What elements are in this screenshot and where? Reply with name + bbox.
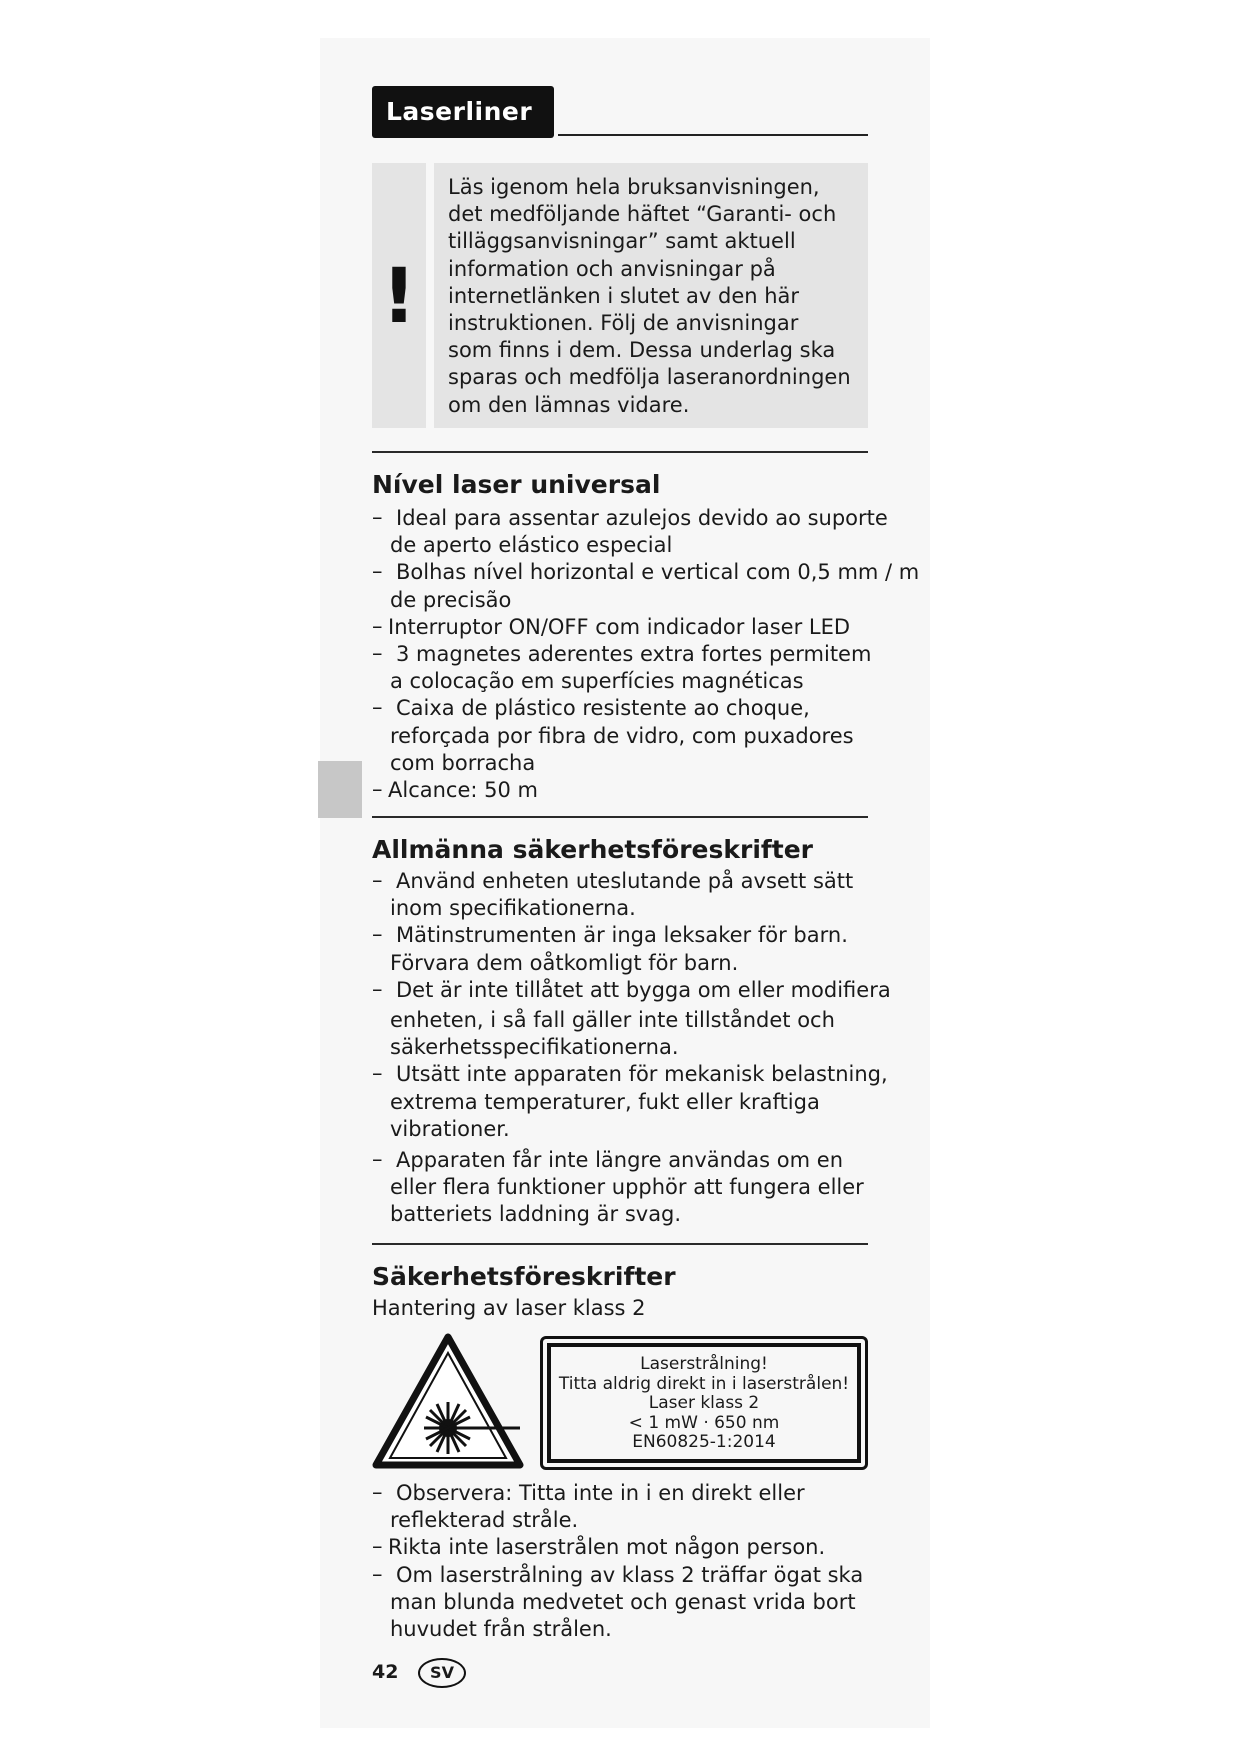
notice-line: om den lämnas vidare. (448, 392, 690, 417)
safety-list (372, 868, 902, 1229)
notice-text-box (434, 163, 868, 428)
list-item: – Caixa de plástico resistente ao choque, reforçada por fibra de vidro, com puxadores com borracha (372, 695, 854, 775)
section-title-nivel-laser: Nível laser universal (372, 470, 661, 499)
list-item: – Interruptor ON/OFF com indicador laser LED (372, 613, 851, 639)
laser-warning-triangle-icon (372, 1331, 524, 1471)
laser-class-label (540, 1336, 868, 1470)
notice-line: som finns i dem. Dessa underlag ska (448, 338, 836, 363)
label-line: Titta aldrig direkt in i laserstrålen! (558, 1373, 850, 1394)
list-item: – Utsätt inte apparaten för mekanisk belastning, extrema temperaturer, fukt eller kraftiga vibrationer. (372, 1061, 888, 1141)
notice-line: sparas och medfölja laseranordningen (448, 365, 851, 390)
feature-list (372, 505, 920, 804)
list-item: – Om laserstrålning av klass 2 träffar ögat ska man blunda medvetet och genast vrida bort huvudet från strålen. (372, 1561, 864, 1642)
list-item: – Alcance: 50 m (372, 777, 538, 803)
laserliner-logo: Laserliner (372, 86, 554, 138)
label-line: < 1 mW · 650 nm (628, 1412, 780, 1433)
list-item: – Mätinstrumenten är inga leksaker för barn. Förvara dem oåtkomligt för barn. (372, 922, 848, 975)
notice-line: tilläggsanvisningar” samt aktuell (448, 229, 796, 254)
section-title-sakerhet: Säkerhetsföreskrifter (372, 1262, 676, 1291)
notice-line: Läs igenom hela bruksanvisningen, (448, 175, 820, 199)
notice-line: det medföljande häftet “Garanti- och (448, 202, 837, 227)
side-thumb-tab (318, 761, 362, 818)
notice-line: information och anvisningar på (448, 256, 776, 281)
label-line: Laserstrålning! (640, 1354, 768, 1374)
section-divider (372, 816, 868, 818)
list-item: – 3 magnetes aderentes extra fortes permitem a colocação em superfícies magnéticas (372, 641, 872, 694)
list-item: – Använd enheten uteslutande på avsett sätt inom specifikationerna. (372, 868, 854, 921)
section-divider (372, 1243, 868, 1245)
page-number: 42 (372, 1661, 399, 1683)
section-subtitle: Hantering av laser klass 2 (372, 1296, 646, 1320)
notice-block (372, 163, 868, 428)
notice-line: internetlänken i slutet av den här (448, 283, 800, 308)
section-title-allmanna: Allmänna säkerhetsföreskrifter (372, 835, 814, 864)
label-line: EN60825-1:2014 (632, 1432, 776, 1452)
notice-line: instruktionen. Följ de anvisningar (448, 311, 799, 336)
label-line: Laser klass 2 (648, 1393, 760, 1413)
section-divider (372, 451, 868, 453)
warning-exclamation-icon: ! (372, 163, 426, 428)
list-item: – Det är inte tillåtet att bygga om eller modifiera enheten, i så fall gäller inte tillståndet och säkerhetsspecifikationerna. (372, 976, 891, 1060)
language-badge: SV (418, 1658, 466, 1688)
laser-safety-list (372, 1480, 902, 1643)
list-item: – Observera: Titta inte in i en direkt eller reflekterad stråle. (372, 1480, 805, 1533)
list-item: – Rikta inte laserstrålen mot någon person. (372, 1534, 826, 1560)
notice-text (448, 174, 860, 419)
list-item: – Bolhas nível horizontal e vertical com 0,5 mm / m de precisão (372, 559, 920, 612)
header-rule (558, 134, 868, 136)
list-item: – Apparaten får inte längre användas om en eller flera funktioner upphör att fungera eller batteriets laddning är svag. (372, 1147, 864, 1227)
list-item: – Ideal para assentar azulejos devido ao suporte de aperto elástico especial (372, 505, 888, 558)
laser-class-label-text (547, 1343, 861, 1463)
